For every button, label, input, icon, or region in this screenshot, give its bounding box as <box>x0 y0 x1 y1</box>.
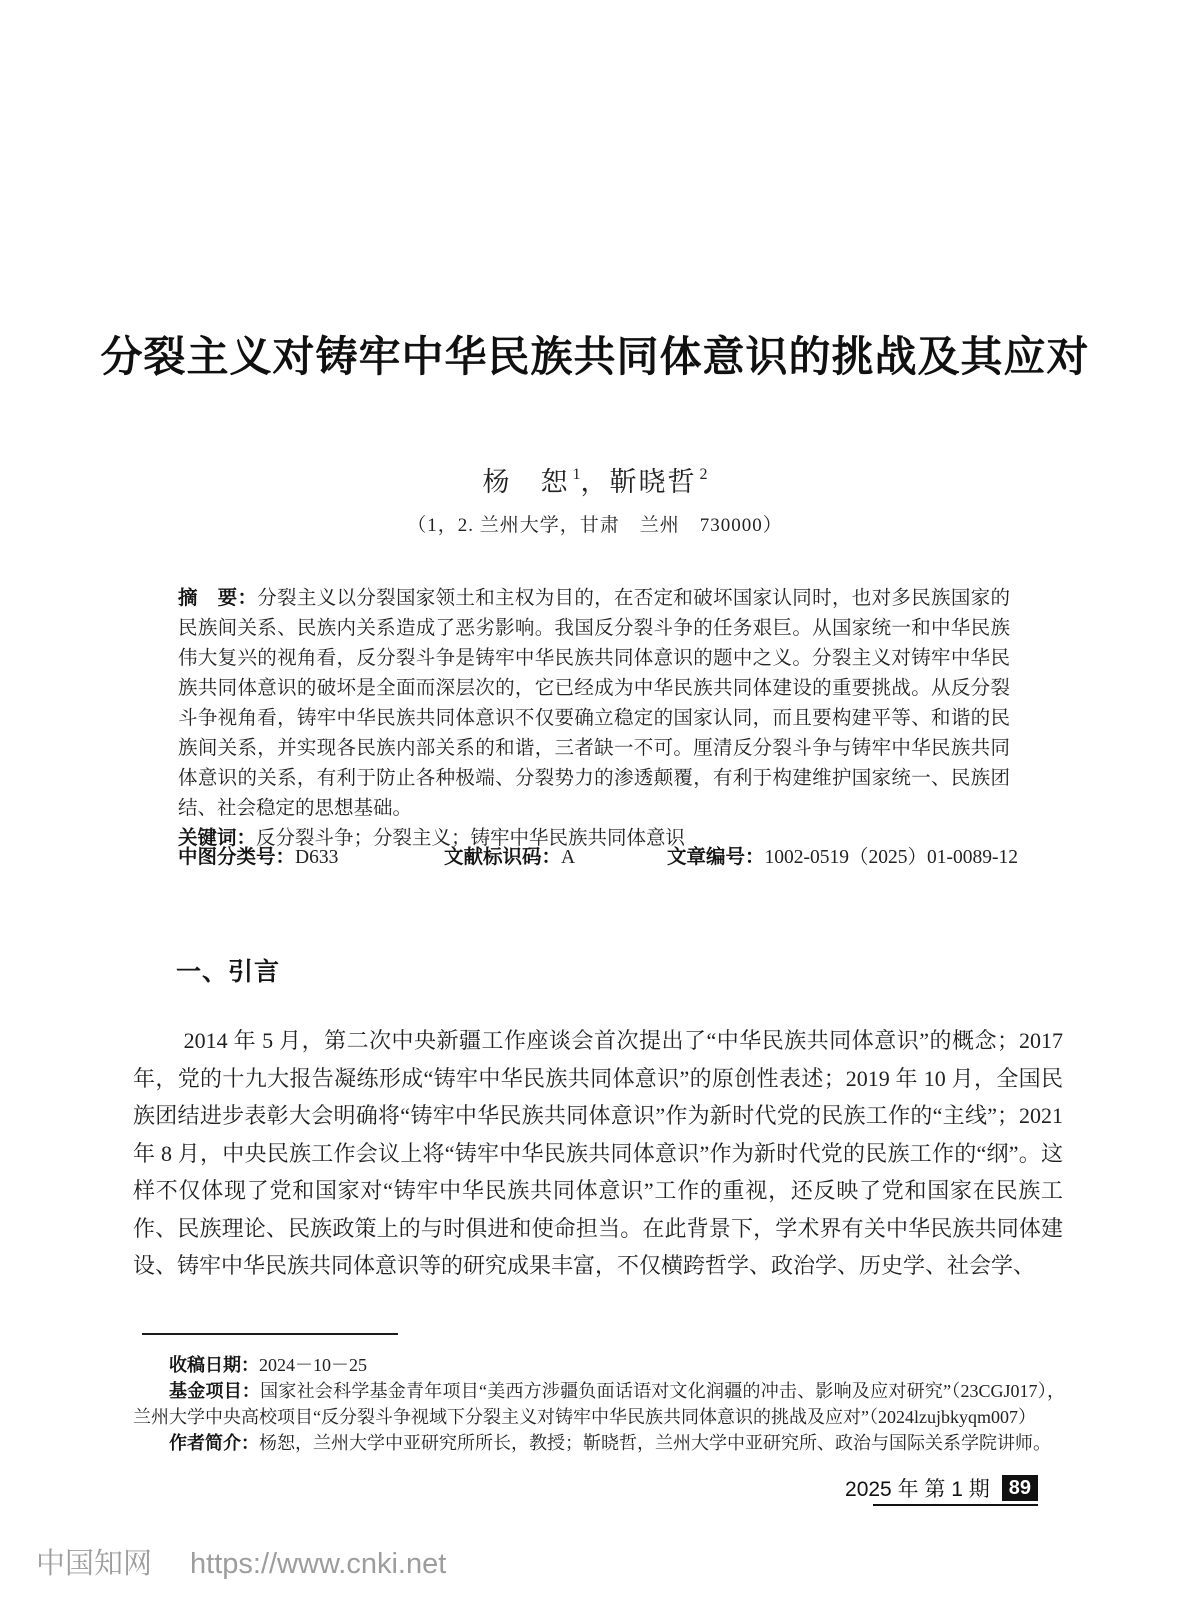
received-date-label: 收稿日期： <box>169 1355 259 1375</box>
author-name-1: 杨 恕 <box>482 467 570 497</box>
cnki-watermark <box>36 1541 446 1582</box>
authors-line <box>0 460 1190 499</box>
keywords-text: 反分裂斗争；分裂主义；铸牢中华民族共同体意识 <box>256 828 686 849</box>
abstract-paragraph <box>178 584 1010 824</box>
journal-issue-footer <box>845 1474 1038 1506</box>
cnki-brand-text: 中国知网 <box>36 1548 153 1580</box>
received-date-value: 2024－10－25 <box>259 1355 367 1375</box>
author-separator: ， <box>580 467 610 497</box>
article-id <box>667 841 1018 869</box>
footnote-divider <box>142 1333 398 1335</box>
footnote-received-date <box>133 1352 1065 1378</box>
author-superscript-2: 2 <box>699 466 708 483</box>
keywords-label: 关键词： <box>178 828 257 849</box>
clc-number <box>178 841 338 869</box>
affiliation: （1，2. 兰州大学，甘肃 兰州 730000） <box>407 515 783 536</box>
author-bio-value: 杨恕，兰州大学中亚研究所所长，教授；靳晓哲，兰州大学中亚研究所、政治与国际关系学院讲师。 <box>259 1433 1051 1453</box>
article-id-value: 1002-0519（2025）01-0089-12 <box>764 847 1018 868</box>
document-code-label: 文献标识码： <box>444 847 562 868</box>
clc-label: 中图分类号： <box>178 847 296 868</box>
meta-row <box>178 841 1018 869</box>
issue-text: 2025 年 第 1 期 <box>845 1477 990 1501</box>
page-number-badge: 89 <box>1002 1475 1038 1501</box>
abstract-label: 摘 要： <box>178 588 258 609</box>
paper-title: 分裂主义对铸牢中华民族共同体意识的挑战及其应对 <box>100 335 1090 381</box>
clc-value: D633 <box>295 847 339 868</box>
footnote-funding <box>133 1378 1065 1430</box>
article-id-label: 文章编号： <box>667 847 765 868</box>
body-paragraph: 2014 年 5 月，第二次中央新疆工作座谈会首次提出了“中华民族共同体意识”的概念；2017 年，党的十九大报告凝练形成“铸牢中华民族共同体意识”的原创性表述；2019 年 10 月，全国民族团结进步表彰大会明确将“铸牢中华民族共同体意识”作为新时代党的民族工作的“主线”；2021 年 8 月，中央民族工作会议上将“铸牢中华民族共同体意识”作为新时代党的民族工作的“纲”。这样不仅体现了党和国家对“铸牢中华民族共同体意识”工作的重视，还反映了党和国家在民族工作、民族理论、民族政策上的与时俱进和使命担当。在此背景下，学术界有关中华民族共同体建设、铸牢中华民族共同体意识等的研究成果丰富，不仅横跨哲学、政治学、历史学、社会学、 <box>133 1028 1063 1278</box>
author-superscript-1: 1 <box>572 466 581 483</box>
abstract-block <box>178 584 1010 854</box>
document-code-value: A <box>561 847 576 868</box>
section-heading-introduction: 一、引言 <box>176 958 281 986</box>
author-name-2: 靳晓哲 <box>609 467 697 497</box>
footnotes-block <box>133 1352 1065 1456</box>
funding-label: 基金项目： <box>169 1381 261 1401</box>
footnote-author-bio <box>133 1430 1065 1456</box>
abstract-text: 分裂主义以分裂国家领土和主权为目的，在否定和破坏国家认同时，也对多民族国家的民族间关系、民族内关系造成了恶劣影响。我国反分裂斗争的任务艰巨。从国家统一和中华民族伟大复兴的视角看，反分裂斗争是铸牢中华民族共同体意识的题中之义。分裂主义对铸牢中华民族共同体意识的破坏是全面而深层次的，它已经成为中华民族共同体建设的重要挑战。从反分裂斗争视角看，铸牢中华民族共同体意识不仅要确立稳定的国家认同，而且要构建平等、和谐的民族间关系，并实现各民族内部关系的和谐，三者缺一不可。厘清反分裂斗争与铸牢中华民族共同体意识的关系，有利于防止各种极端、分裂势力的渗透颠覆，有利于构建维护国家统一、民族团结、社会稳定的思想基础。 <box>178 588 1010 819</box>
cnki-url-text: https://www.cnki.net <box>190 1548 447 1580</box>
author-bio-label: 作者简介： <box>169 1433 259 1453</box>
funding-value: 国家社会科学基金青年项目“美西方涉疆负面话语对文化润疆的冲击、影响及应对研究”（23CGJ017），兰州大学中央高校项目“反分裂斗争视域下分裂主义对铸牢中华民族共同体意识的挑战及应对”（2024lzujbkyqm007） <box>133 1381 1065 1427</box>
document-code <box>444 841 575 869</box>
